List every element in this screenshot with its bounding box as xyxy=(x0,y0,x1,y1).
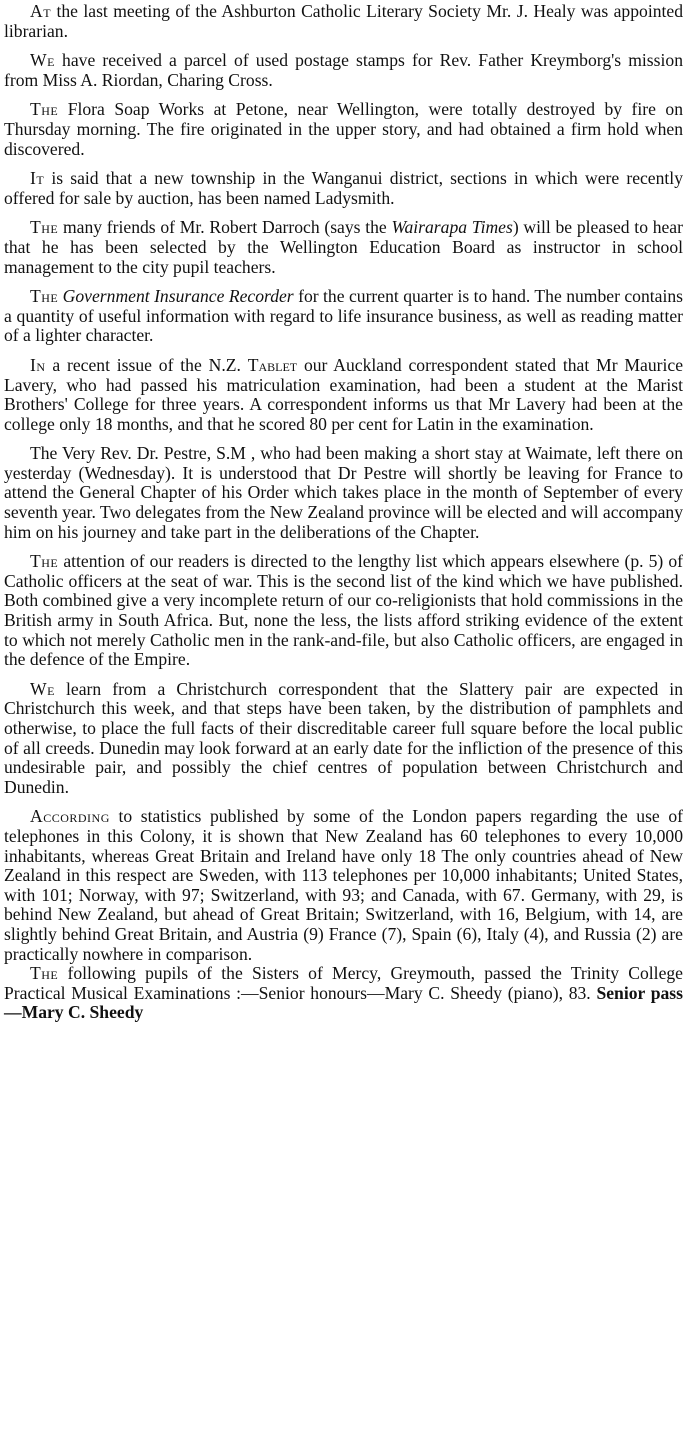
paragraph-text: learn from a Christchurch correspondent that the Slattery pair are expected in Christchurch this week, and that steps have been taken, by the distribution of pamphlets and otherwise, to place the full facts of their discreditable career full square before the local public of all creeds. Dunedin may look forward at an early date for the infliction of the presence of this undesirable pair, and possibly the chief centres of population between Christchurch and Dunedin. xyxy=(4,678,683,797)
paragraph-ladysmith xyxy=(4,169,683,208)
paragraph-text: the last meeting of the Ashburton Catholic Literary Society Mr. J. Healy was appointed librarian. xyxy=(4,1,683,41)
paragraph-text: have received a parcel of used postage stamps for Rev. Father Kreymborg's mission from Miss A. Riordan, Charing Cross. xyxy=(4,50,683,90)
paragraph-slattery xyxy=(4,680,683,798)
paragraph-text: ) will be pleased to hear that he has been selected by the Wellington Education Board as instructor in school management to the city pupil teachers. xyxy=(4,217,683,277)
paragraph-text: The Very Rev. Dr. Pestre, S.M , who had been making a short stay at Waimate, left there on yesterday (Wednesday). It is understood that Dr Pestre will shortly be leaving for France to attend the General Chapter of his Order which takes place in the month of September of every seventh year. Two delegates from the New Zealand province will be elected and will accompany him on his journey and take part in the deliberations of the Chapter. xyxy=(4,443,683,542)
paragraph-stamps xyxy=(4,51,683,90)
paragraph-music xyxy=(4,964,683,1023)
lead-word: The xyxy=(30,217,59,238)
paragraph-text: following pupils of the Sisters of Mercy, Greymouth, passed the Trinity College Practical Musical Examinations :—Senior honours—Mary C. Sheedy (piano), 83. xyxy=(4,963,683,1003)
paragraph-ashburton xyxy=(4,2,683,41)
lead-word: It xyxy=(30,168,45,189)
smallcaps-title: Tablet xyxy=(247,354,298,375)
lead-word: At xyxy=(30,1,52,21)
lead-word: The xyxy=(30,963,59,984)
paragraph-text: attention of our readers is directed to the lengthy list which appears elsewhere (p. 5) of Catholic officers at the seat of war. This is the second list of the kind which we have published. Both combined give a very incomplete return of our co-religionists that hold commissions in the British army in South Africa. But, none the less, the lists afford striking evidence of the extent to which not merely Catholic men in the rank-and-file, but also Catholic officers, are engaged in the defence of the Empire. xyxy=(4,551,683,670)
lead-word: We xyxy=(30,678,55,699)
paragraph-recorder xyxy=(4,287,683,346)
paragraph-flora xyxy=(4,100,683,159)
paragraph-officers xyxy=(4,552,683,670)
lead-word: The xyxy=(30,551,59,572)
paragraph-text: is said that a new township in the Wanganui district, sections in which were recently offered for sale by auction, has been named Ladysmith. xyxy=(4,168,683,208)
paragraph-lavery xyxy=(4,356,683,434)
italic-title: Government Insurance Recorder xyxy=(58,286,294,307)
paragraph-text: our Auckland correspondent stated that Mr Maurice Lavery, who had passed his matriculation examination, had been a student at the Marist Brothers' College for three years. A correspondent informs us that Mr Lavery had been at the college only 18 months, and that he scored 80 per cent for Latin in the examination. xyxy=(4,354,683,434)
paragraph-text: Flora Soap Works at Petone, near Wellington, were totally destroyed by fire on Thursday morning. The fire originated in the upper story, and had obtained a firm hold when discovered. xyxy=(4,99,683,159)
lead-word: In xyxy=(30,354,46,375)
lead-word: The xyxy=(30,99,59,120)
paragraph-telephones xyxy=(4,807,683,964)
italic-title: Wairarapa Times xyxy=(391,217,513,238)
paragraph-text: a recent issue of the N.Z. xyxy=(45,354,248,375)
lead-word: We xyxy=(30,50,55,71)
paragraph-text: many friends of Mr. Robert Darroch (says the xyxy=(58,217,392,238)
lead-word: The xyxy=(30,286,59,307)
paragraph-pestre xyxy=(4,444,683,542)
paragraph-text: for the current quarter is to hand. The number contains a quantity of useful information with regard to life insurance business, as well as reading matter of a lighter character. xyxy=(4,286,684,346)
lead-word: According xyxy=(30,806,110,827)
bold-text: Senior pass—Mary C. Sheedy xyxy=(4,982,683,1023)
paragraph-text: to statistics published by some of the London papers regarding the use of telephones in this Colony, it is shown that New Zealand has 60 telephones to every 10,000 inhabitants, whereas Great Britain and Ireland have only 18 The only countries ahead of New Zealand in this respect are Sweden, with 113 telephones per 10,000 inhabitants; United States, with 101; Norway, with 97; Switzerland, with 93; and Canada, with 67. Germany, with 29, is behind New Zealand, but ahead of Great Britain; Switzerland, with 16, Belgium, with 14, are slightly behind Great Britain, and Austria (9) France (7), Spain (6), Italy (4), and Russia (2) are practically nowhere in comparison. xyxy=(4,806,683,964)
paragraph-darroch xyxy=(4,218,683,277)
